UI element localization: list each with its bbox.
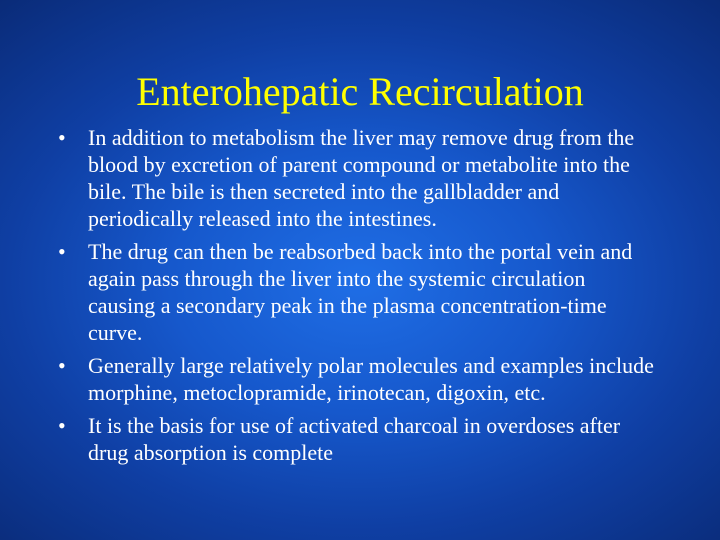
bullet-marker: • [58, 125, 66, 150]
bullet-text: It is the basis for use of activated charcoal in overdoses after drug absorption is complete [88, 413, 621, 465]
bullet-text: In addition to metabolism the liver may remove drug from the blood by excretion of parent compound or metabolite into the bile. The bile is then secreted into the gallbladder and periodically released into the intestines. [88, 125, 635, 231]
bullet-item [58, 238, 658, 346]
bullet-item [58, 352, 658, 406]
bullet-item [58, 412, 658, 466]
bullet-text: Generally large relatively polar molecules and examples include morphine, metoclopramide, irinotecan, digoxin, etc. [88, 353, 654, 405]
bullet-marker: • [58, 239, 66, 264]
bullet-marker: • [58, 413, 66, 438]
bullet-text: The drug can then be reabsorbed back into the portal vein and again pass through the liver into the systemic circulation causing a secondary peak in the plasma concentration-time curve. [88, 239, 633, 345]
bullet-item [58, 124, 658, 232]
bullet-list [58, 124, 658, 472]
bullet-marker: • [58, 353, 66, 378]
slide-title: Enterohepatic Recirculation [136, 69, 584, 114]
